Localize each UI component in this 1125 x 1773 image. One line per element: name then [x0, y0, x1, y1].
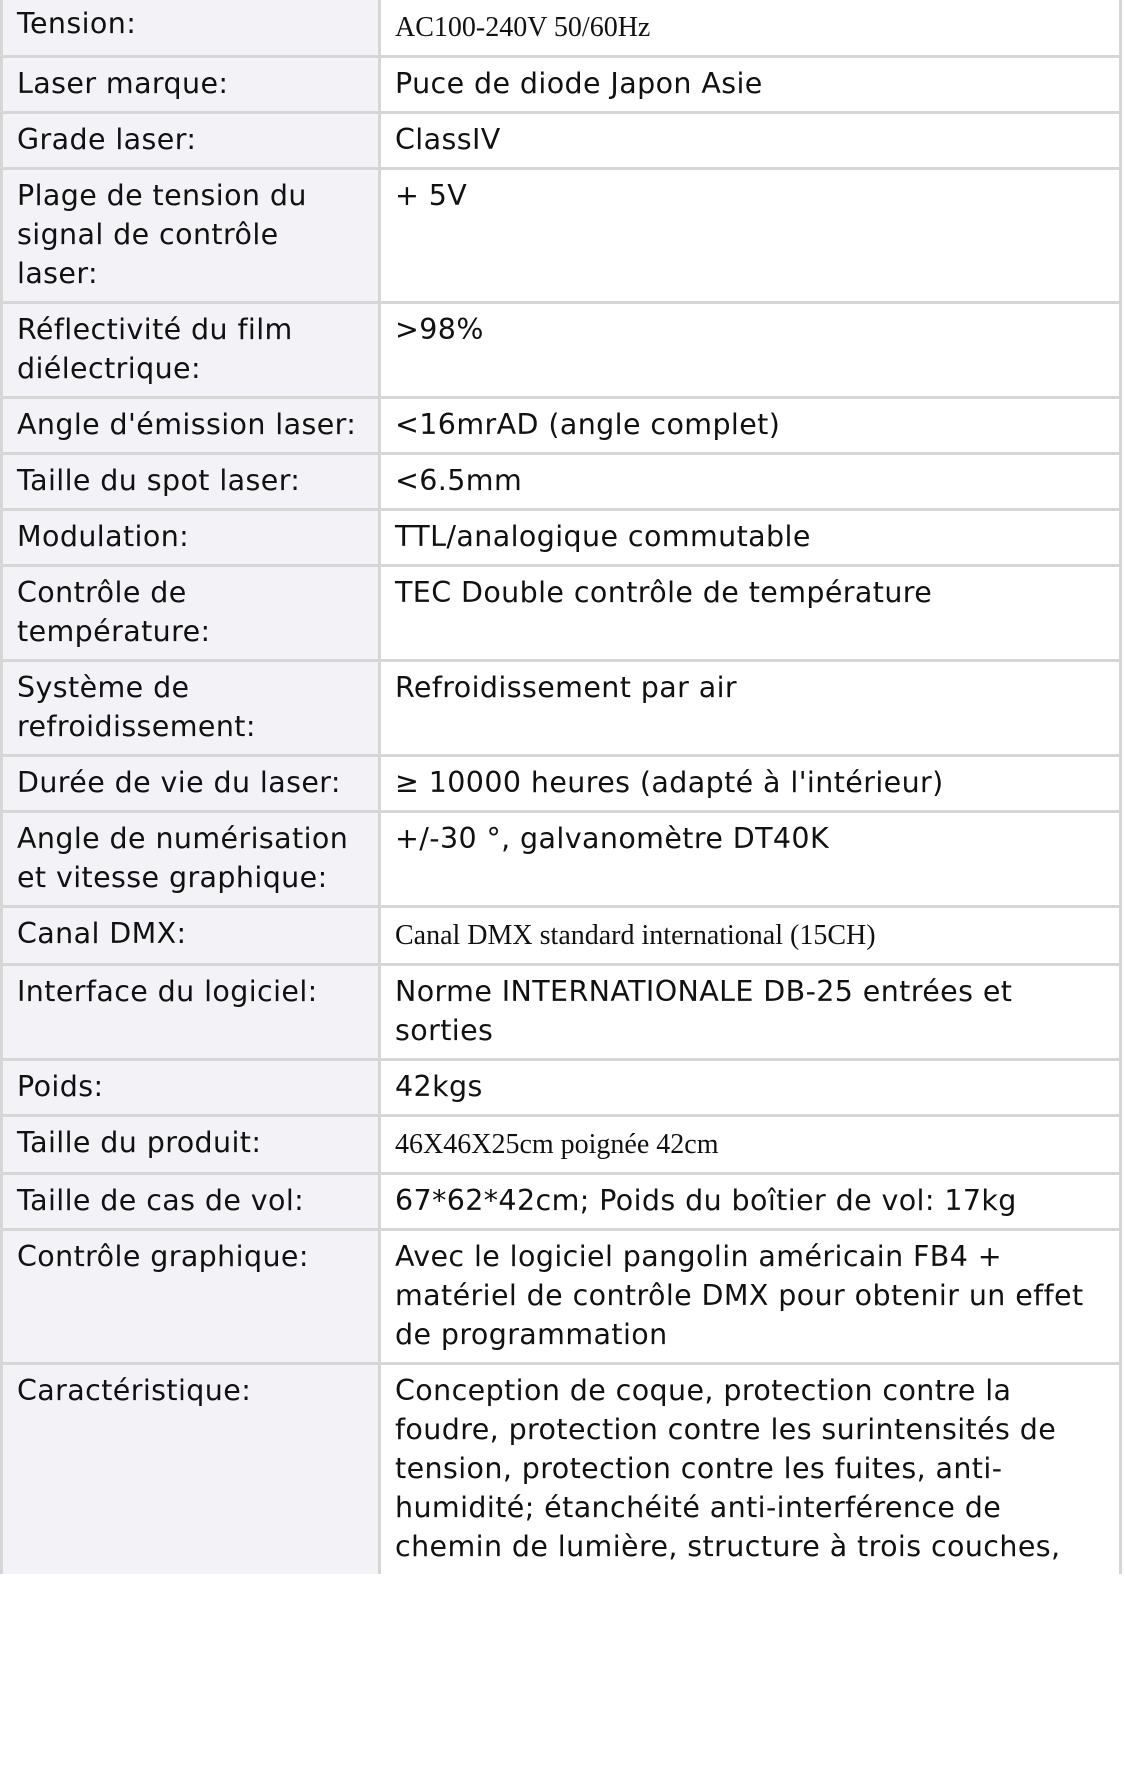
spec-value: >98%: [380, 303, 1121, 398]
spec-value: + 5V: [380, 169, 1121, 303]
spec-row-poids: [2, 1060, 1121, 1116]
spec-row-interface-logiciel: [2, 965, 1121, 1060]
spec-label: Angle d'émission laser:: [2, 398, 380, 454]
spec-row-reflectivite: [2, 303, 1121, 398]
spec-value: <6.5mm: [380, 454, 1121, 510]
spec-value: ClassIV: [380, 113, 1121, 169]
spec-value: +/-30 °, galvanomètre DT40K: [380, 812, 1121, 907]
spec-row-laser-marque: [2, 57, 1121, 113]
spec-value: Puce de diode Japon Asie: [380, 57, 1121, 113]
spec-label: Poids:: [2, 1060, 380, 1116]
spec-row-taille-cas-vol: [2, 1174, 1121, 1230]
spec-value: Norme INTERNATIONALE DB-25 entrées et sorties: [380, 965, 1121, 1060]
spec-label: Canal DMX:: [2, 907, 380, 965]
spec-row-canal-dmx: [2, 907, 1121, 965]
spec-value: 42kgs: [380, 1060, 1121, 1116]
spec-value: 67*62*42cm; Poids du boîtier de vol: 17kg: [380, 1174, 1121, 1230]
spec-row-angle-emission: [2, 398, 1121, 454]
spec-label: Réflectivité du film diélectrique:: [2, 303, 380, 398]
spec-row-controle-temperature: [2, 566, 1121, 661]
spec-value: ≥ 10000 heures (adapté à l'intérieur): [380, 756, 1121, 812]
spec-label: Tension:: [2, 0, 380, 57]
spec-value: TTL/analogique commutable: [380, 510, 1121, 566]
spec-label: Grade laser:: [2, 113, 380, 169]
spec-value: Avec le logiciel pangolin américain FB4 + matériel de contrôle DMX pour obtenir un effet de programmation: [380, 1230, 1121, 1364]
spec-label: Taille du produit:: [2, 1116, 380, 1174]
spec-label: Caractéristique:: [2, 1364, 380, 1575]
spec-label: Modulation:: [2, 510, 380, 566]
spec-label: Taille du spot laser:: [2, 454, 380, 510]
spec-row-tension: [2, 0, 1121, 57]
specifications-table-body: [2, 0, 1121, 1574]
spec-label: Taille de cas de vol:: [2, 1174, 380, 1230]
spec-row-refroidissement: [2, 661, 1121, 756]
spec-label: Laser marque:: [2, 57, 380, 113]
spec-label: Durée de vie du laser:: [2, 756, 380, 812]
spec-value: 46X46X25cm poignée 42cm: [380, 1116, 1121, 1174]
spec-row-plage-tension: [2, 169, 1121, 303]
spec-row-grade-laser: [2, 113, 1121, 169]
spec-label: Interface du logiciel:: [2, 965, 380, 1060]
spec-row-taille-produit: [2, 1116, 1121, 1174]
spec-label: Système de refroidissement:: [2, 661, 380, 756]
spec-value: <16mrAD (angle complet): [380, 398, 1121, 454]
spec-value: Canal DMX standard international (15CH): [380, 907, 1121, 965]
spec-row-controle-graphique: [2, 1230, 1121, 1364]
spec-value: AC100-240V 50/60Hz: [380, 0, 1121, 57]
spec-value: Refroidissement par air: [380, 661, 1121, 756]
spec-label: Plage de tension du signal de contrôle laser:: [2, 169, 380, 303]
spec-value: Conception de coque, protection contre la foudre, protection contre les surintensités de tension, protection contre les fuites, anti-humidité; étanchéité anti-interférence de chemin de lumière, structure à trois couches,: [380, 1364, 1121, 1575]
spec-row-taille-spot: [2, 454, 1121, 510]
spec-row-modulation: [2, 510, 1121, 566]
spec-label: Angle de numérisation et vitesse graphique:: [2, 812, 380, 907]
spec-row-angle-numerisation: [2, 812, 1121, 907]
spec-label: Contrôle graphique:: [2, 1230, 380, 1364]
spec-row-duree-vie: [2, 756, 1121, 812]
spec-value: TEC Double contrôle de température: [380, 566, 1121, 661]
spec-label: Contrôle de température:: [2, 566, 380, 661]
spec-row-caracteristique: [2, 1364, 1121, 1575]
